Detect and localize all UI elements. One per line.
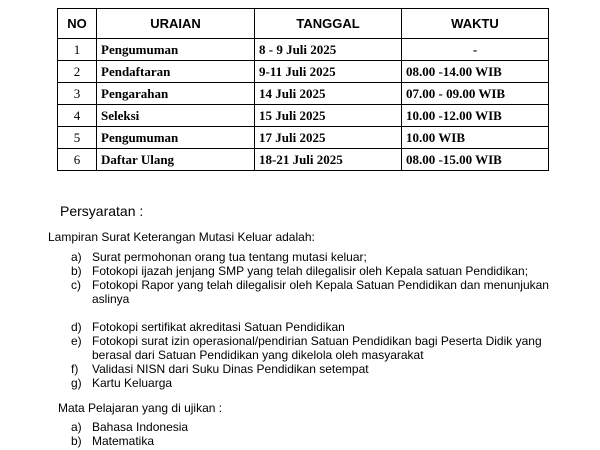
list-item xyxy=(71,278,561,306)
cell-no: 4 xyxy=(58,105,97,127)
list-marker: g) xyxy=(71,376,82,390)
cell-tanggal: 8 - 9 Juli 2025 xyxy=(255,39,402,61)
cell-tanggal: 15 Juli 2025 xyxy=(255,105,402,127)
table-row xyxy=(58,105,549,127)
cell-no: 1 xyxy=(58,39,97,61)
list-item xyxy=(71,334,561,362)
list-item-text: Fotokopi surat izin operasional/pendirian Satuan Pendidikan bagi Peserta Didik yang berasal dari Satuan Pendidikan yang dikelola oleh masyarakat xyxy=(92,334,542,362)
list-marker: f) xyxy=(71,362,79,376)
cell-no: 5 xyxy=(58,127,97,149)
list-marker: c) xyxy=(71,278,81,292)
list-item xyxy=(71,420,188,434)
cell-uraian: Pengarahan xyxy=(97,83,255,105)
list-item-text: Fotokopi sertifikat akreditasi Satuan Pendidikan xyxy=(92,320,345,334)
list-item-text: Fotokopi ijazah jenjang SMP yang telah dilegalisir oleh Kepala satuan Pendidikan; xyxy=(92,264,529,278)
list-item xyxy=(71,320,561,334)
cell-waktu: 07.00 - 09.00 WIB xyxy=(402,83,549,105)
list-marker: a) xyxy=(71,420,82,434)
cell-tanggal: 9-11 Juli 2025 xyxy=(255,61,402,83)
cell-waktu: 08.00 -15.00 WIB xyxy=(402,149,549,171)
list-marker: a) xyxy=(71,250,82,264)
table-row xyxy=(58,61,549,83)
list-item-text: Bahasa Indonesia xyxy=(92,420,189,434)
cell-tanggal: 17 Juli 2025 xyxy=(255,127,402,149)
schedule-table xyxy=(57,8,549,171)
list-item-text: Kartu Keluarga xyxy=(92,376,173,390)
requirements-list xyxy=(71,250,561,390)
list-item-text: Matematika xyxy=(92,434,155,448)
list-item-text: Validasi NISN dari Suku Dinas Pendidikan setempat xyxy=(92,362,369,376)
cell-waktu: - xyxy=(402,39,549,61)
list-item xyxy=(71,250,561,264)
subjects-list xyxy=(71,420,188,448)
list-marker: d) xyxy=(71,320,82,334)
table-row xyxy=(58,83,549,105)
table-row xyxy=(58,149,549,171)
requirements-title: Persyaratan : xyxy=(60,203,144,219)
list-item xyxy=(71,434,188,448)
list-marker: b) xyxy=(71,264,82,278)
cell-tanggal: 14 Juli 2025 xyxy=(255,83,402,105)
cell-uraian: Pendaftaran xyxy=(97,61,255,83)
list-item xyxy=(71,264,561,278)
cell-tanggal: 18-21 Juli 2025 xyxy=(255,149,402,171)
list-item-text: Fotokopi Rapor yang telah dilegalisir oleh Kepala Satuan Pendidikan dan menunjukan aslinya xyxy=(92,278,549,306)
table-header-row xyxy=(58,9,549,39)
list-item-text: Surat permohonan orang tua tentang mutasi keluar; xyxy=(92,250,367,264)
table-row xyxy=(58,127,549,149)
requirements-intro: Lampiran Surat Keterangan Mutasi Keluar adalah: xyxy=(48,230,315,244)
cell-no: 6 xyxy=(58,149,97,171)
header-uraian: URAIAN xyxy=(97,9,255,39)
list-item xyxy=(71,376,561,390)
list-marker: e) xyxy=(71,334,82,348)
table-row xyxy=(58,39,549,61)
subjects-title: Mata Pelajaran yang di ujikan : xyxy=(58,401,223,415)
cell-waktu: 08.00 -14.00 WIB xyxy=(402,61,549,83)
cell-uraian: Pengumuman xyxy=(97,39,255,61)
header-no: NO xyxy=(58,9,97,39)
cell-waktu: 10.00 WIB xyxy=(402,127,549,149)
cell-waktu: 10.00 -12.00 WIB xyxy=(402,105,549,127)
list-marker: b) xyxy=(71,434,82,448)
header-waktu: WAKTU xyxy=(402,9,549,39)
cell-uraian: Pengumuman xyxy=(97,127,255,149)
cell-uraian: Daftar Ulang xyxy=(97,149,255,171)
cell-uraian: Seleksi xyxy=(97,105,255,127)
cell-no: 3 xyxy=(58,83,97,105)
header-tanggal: TANGGAL xyxy=(255,9,402,39)
list-item xyxy=(71,362,561,376)
cell-no: 2 xyxy=(58,61,97,83)
